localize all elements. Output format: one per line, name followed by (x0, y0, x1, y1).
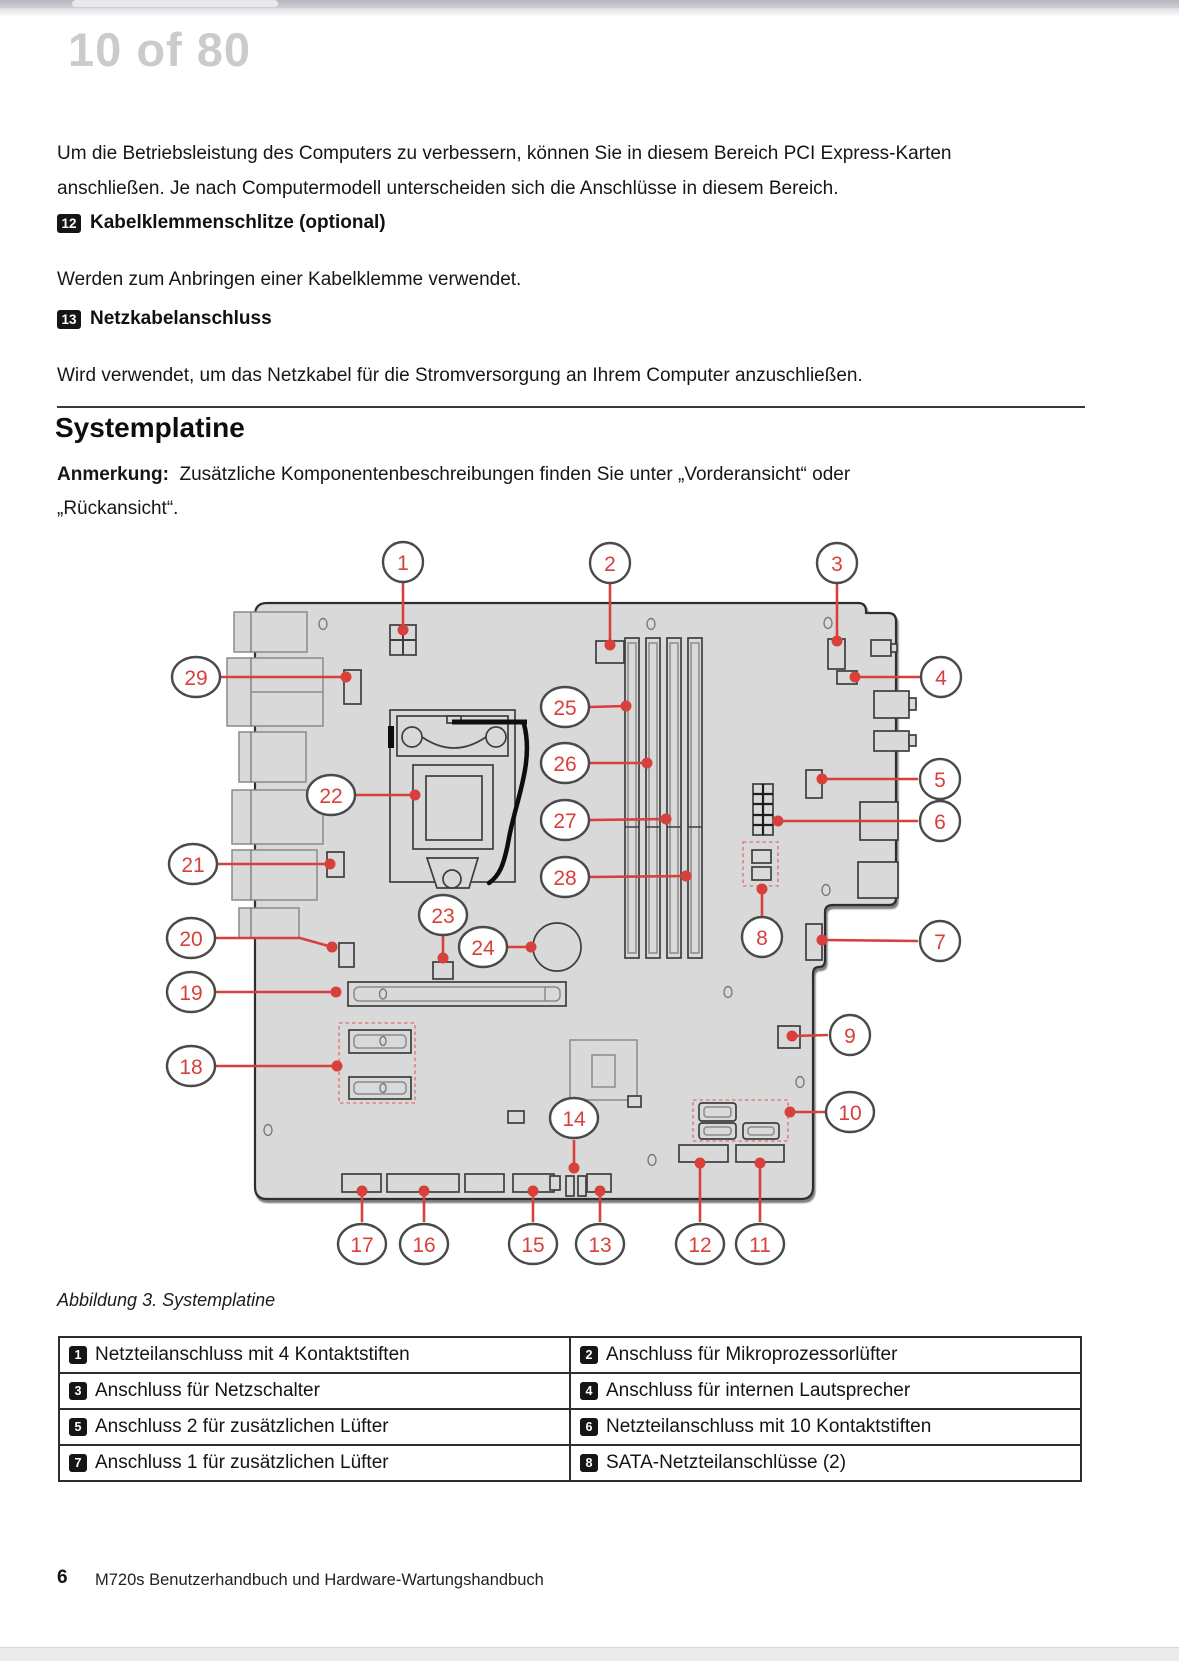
audio-jack (874, 731, 909, 751)
callout-number: 4 (935, 667, 947, 690)
audio-jack-nub (909, 698, 916, 710)
callout-5 (920, 759, 960, 799)
audio-block (858, 862, 898, 898)
callout-number: 12 (688, 1234, 712, 1257)
cell-text: Anschluss für Mikroprozessorlüfter (606, 1344, 898, 1365)
page-title: Systemplatine (55, 412, 245, 443)
callout-number: 5 (934, 769, 946, 792)
pcie-x16-slot (348, 982, 566, 1006)
io-port (239, 908, 251, 938)
audio-jack (871, 640, 891, 656)
callout-number: 15 (521, 1234, 545, 1257)
paragraph-line: Um die Betriebsleistung des Computers zu verbessern, können Sie in diesem Bereich PCI Express-Karten (57, 143, 952, 164)
cell-text: Anschluss für Netzschalter (95, 1380, 320, 1401)
screw-hole (822, 885, 830, 896)
callout-number: 28 (553, 867, 577, 890)
screw-hole (264, 1125, 272, 1136)
io-port-body (251, 850, 317, 900)
io-port (227, 658, 251, 726)
callout-number: 23 (431, 905, 455, 928)
table-cell (570, 1409, 1081, 1445)
callout-badge: 4 (580, 1382, 598, 1400)
callout-29 (172, 657, 220, 697)
callout-11 (736, 1224, 784, 1264)
callout-7 (920, 921, 960, 961)
note-line: „Rückansicht“. (57, 498, 179, 519)
callout-25 (541, 687, 589, 727)
callout-24 (459, 927, 507, 967)
callout-badge: 6 (580, 1418, 598, 1436)
note-text: Zusätzliche Komponentenbeschreibungen finden Sie unter „Vorderansicht“ oder (179, 464, 851, 485)
cpu-socket-screw (486, 727, 506, 747)
audio-jack (874, 691, 909, 718)
cell-text: Anschluss für internen Lautsprecher (606, 1380, 911, 1401)
connector-23 (433, 962, 453, 979)
callout-number: 13 (588, 1234, 612, 1257)
coin-cell-battery (533, 923, 581, 971)
footer-book-title: M720s Benutzerhandbuch und Hardware-Wartungshandbuch (95, 1571, 544, 1589)
cell-text: SATA-Netzteilanschlüsse (2) (606, 1452, 847, 1473)
io-port (234, 612, 251, 652)
screw-hole (824, 618, 832, 629)
io-port (232, 790, 251, 844)
callout-8 (742, 917, 782, 957)
callout-12 (676, 1224, 724, 1264)
callout-badge: 1 (69, 1346, 87, 1364)
callout-27 (541, 800, 589, 840)
callout-26 (541, 743, 589, 783)
callout-4 (921, 657, 961, 697)
callout-number: 3 (831, 553, 843, 576)
io-port-body (251, 908, 299, 938)
callout-number: 2 (604, 553, 616, 576)
paragraph-power-cord: Wird verwendet, um das Netzkabel für die Stromversorgung an Ihrem Computer anzuschließen. (57, 365, 863, 386)
table-row (59, 1373, 1081, 1409)
callout-number: 18 (179, 1056, 203, 1079)
callout-22 (307, 775, 355, 815)
dimm-slot-4 (688, 638, 702, 958)
callout-number: 19 (179, 982, 203, 1005)
screw-hole (724, 987, 732, 998)
table-row (59, 1409, 1081, 1445)
callout-6 (920, 801, 960, 841)
paragraph-line: anschließen. Je nach Computermodell unterscheiden sich die Anschlüsse in diesem Bereich. (57, 178, 839, 199)
note-label: Anmerkung: (57, 464, 169, 485)
callout-badge: 3 (69, 1382, 87, 1400)
callout-14 (550, 1098, 598, 1138)
legend-table (58, 1336, 1082, 1482)
callout-number: 22 (319, 785, 343, 808)
callout-number: 27 (553, 810, 577, 833)
callout-23 (419, 895, 467, 935)
callout-20 (167, 918, 215, 958)
callout-16 (400, 1224, 448, 1264)
callout-badge: 2 (580, 1346, 598, 1364)
callout-number: 16 (412, 1234, 436, 1257)
dimm-slot-2 (646, 638, 660, 958)
callout-badge: 5 (69, 1418, 87, 1436)
screw-hole (319, 619, 327, 630)
callout-badge: 7 (69, 1454, 87, 1472)
screw-hole (796, 1077, 804, 1088)
callout-9 (830, 1015, 870, 1055)
screw-hole (647, 619, 655, 630)
dimm-slot-1 (625, 638, 639, 958)
cell-text: Anschluss 1 für zusätzlichen Lüfter (95, 1452, 389, 1473)
callout-number: 14 (562, 1108, 586, 1131)
cpu-clip-left (388, 726, 394, 748)
cell-text: Netzteilanschluss mit 4 Kontaktstiften (95, 1344, 410, 1365)
table-row (59, 1445, 1081, 1481)
callout-number: 6 (934, 811, 946, 834)
callout-number: 10 (838, 1102, 862, 1125)
io-port (239, 732, 251, 782)
chipset-inner (592, 1055, 615, 1087)
viewer-bottom-bar (0, 1647, 1179, 1661)
cpu-socket-bottom-screw (443, 870, 461, 888)
callout-number: 20 (179, 928, 203, 951)
cell-text: Anschluss 2 für zusätzlichen Lüfter (95, 1416, 389, 1437)
callout-number: 1 (397, 552, 409, 575)
callout-15 (509, 1224, 557, 1264)
callout-number: 9 (844, 1025, 856, 1048)
callout-3 (817, 543, 857, 583)
table-row (59, 1337, 1081, 1373)
io-port (232, 850, 251, 900)
callout-18 (167, 1046, 215, 1086)
table-cell (59, 1409, 570, 1445)
table-cell (59, 1445, 570, 1481)
paragraph-cable-clip: Werden zum Anbringen einer Kabelklemme verwendet. (57, 269, 522, 290)
footer-page-number: 6 (57, 1567, 68, 1588)
table-cell (570, 1337, 1081, 1373)
callout-17 (338, 1224, 386, 1264)
callout-badge-12: 12 (57, 214, 81, 233)
connector-20 (339, 943, 354, 967)
callout-number: 11 (749, 1234, 771, 1257)
io-port-body (251, 612, 307, 652)
callout-1 (383, 542, 423, 582)
callout-number: 8 (756, 927, 768, 950)
table-cell (59, 1373, 570, 1409)
table-cell (570, 1373, 1081, 1409)
callout-2 (590, 543, 630, 583)
small-component (508, 1111, 524, 1123)
callout-13 (576, 1224, 624, 1264)
callout-number: 7 (934, 931, 946, 954)
audio-jack-nub (891, 644, 897, 652)
table-cell (570, 1445, 1081, 1481)
table-cell (59, 1337, 570, 1373)
page-count-watermark: 10 of 80 (68, 23, 252, 76)
audio-jack-nub (909, 735, 916, 746)
cpu-die-area (426, 776, 482, 840)
callout-badge-13: 13 (57, 310, 81, 329)
callout-number: 24 (471, 937, 495, 960)
connector-10pin-power (753, 784, 773, 835)
screw-hole (648, 1155, 656, 1166)
section-title: Netzkabelanschluss (90, 308, 272, 329)
dimm-slot-3 (667, 638, 681, 958)
cell-text: Netzteilanschluss mit 10 Kontaktstiften (606, 1416, 932, 1437)
callout-10 (826, 1092, 874, 1132)
callout-21 (169, 844, 217, 884)
callout-number: 21 (181, 854, 205, 877)
figure-caption: Abbildung 3. Systemplatine (57, 1290, 276, 1310)
callout-badge: 8 (580, 1454, 598, 1472)
callout-number: 17 (350, 1234, 374, 1257)
callout-number: 29 (184, 667, 208, 690)
section-title: Kabelklemmenschlitze (optional) (90, 212, 386, 233)
callout-19 (167, 972, 215, 1012)
small-component (628, 1096, 641, 1107)
callout-number: 25 (553, 697, 577, 720)
cpu-socket (388, 710, 527, 888)
callout-number: 26 (553, 753, 577, 776)
cpu-socket-screw (402, 727, 422, 747)
callout-28 (541, 857, 589, 897)
io-port-body (251, 732, 306, 782)
